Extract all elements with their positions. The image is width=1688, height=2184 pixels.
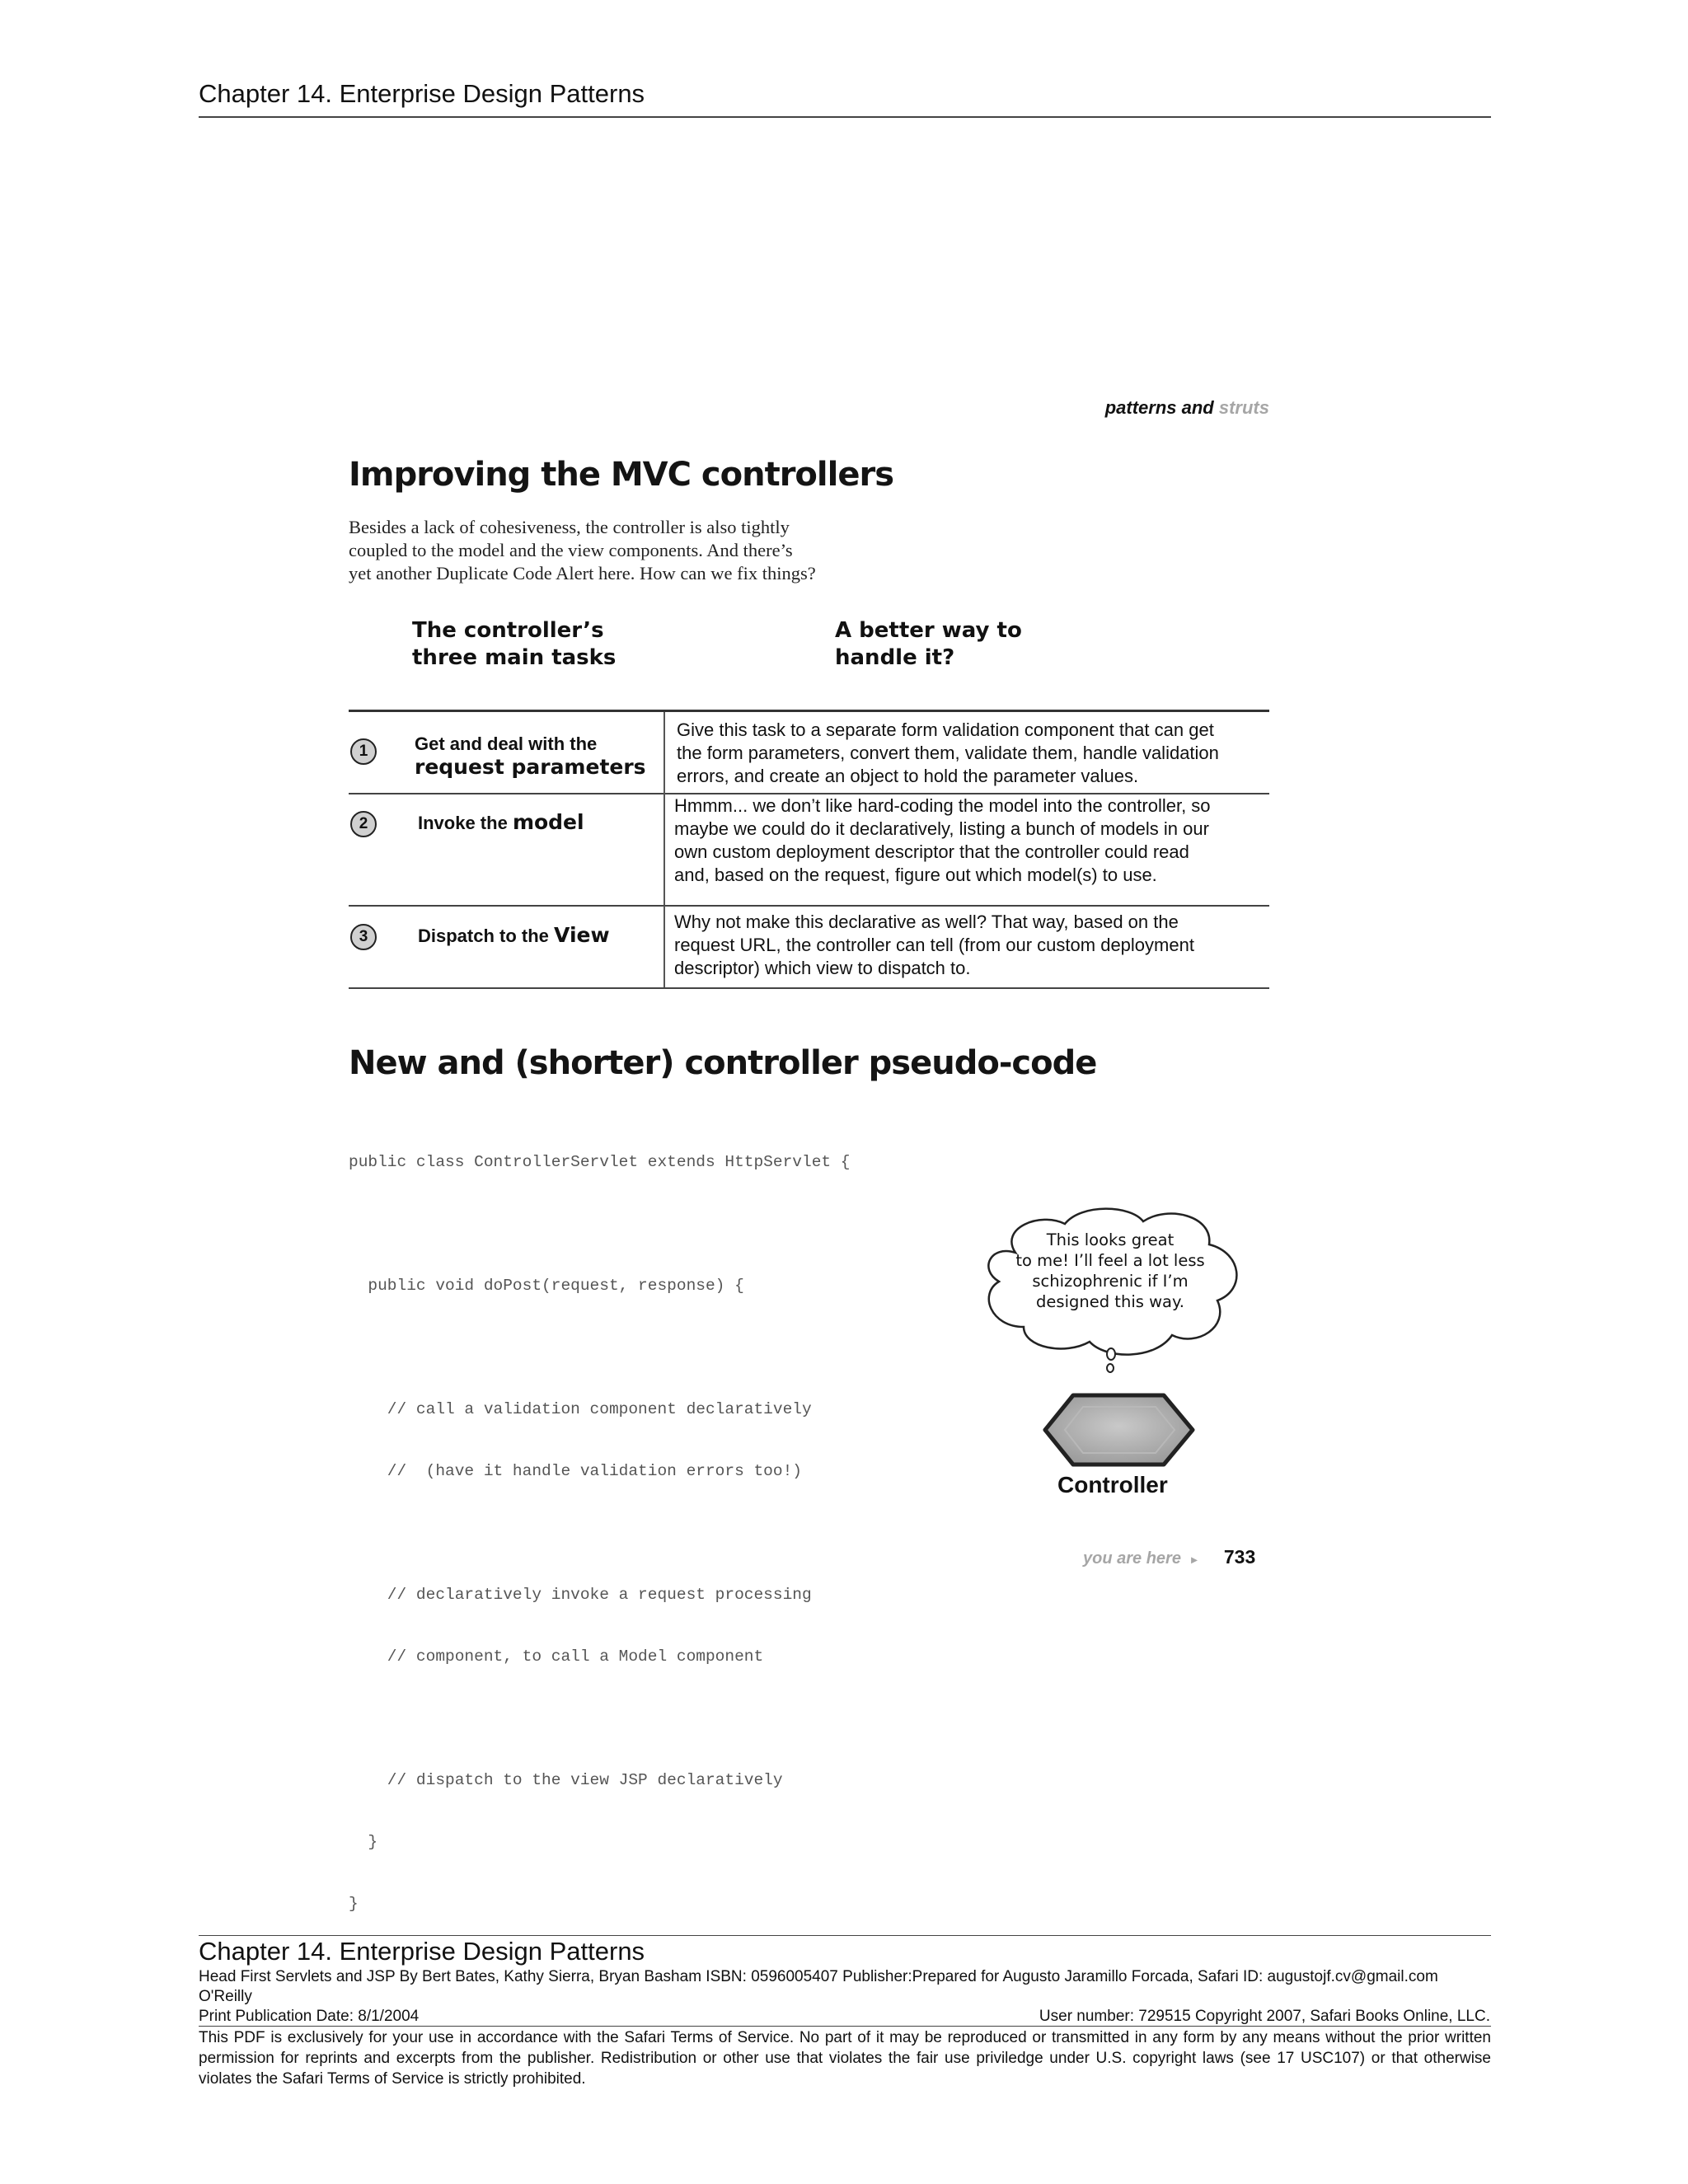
- code-line: }: [349, 1895, 359, 1913]
- footer-notice-divider: [199, 2026, 1491, 2027]
- thought-line: designed this way.: [1036, 1292, 1184, 1311]
- task-description-line: maybe we could do it declaratively, listing a bunch of models in our: [674, 818, 1209, 839]
- controller-label: Controller: [1057, 1472, 1168, 1497]
- code-line: // component, to call a Model component: [349, 1647, 764, 1666]
- intro-line: yet another Duplicate Code Alert here. How can we fix things?: [349, 563, 816, 583]
- column-head-line: handle it?: [835, 645, 955, 670]
- table-column-divider: [663, 712, 665, 793]
- task-description-line: descriptor) which view to dispatch to.: [674, 958, 971, 978]
- task-row: [349, 906, 1269, 989]
- section-title: Improving the MVC controllers: [349, 456, 893, 494]
- table-column-divider: [663, 791, 665, 905]
- page-number: 733: [1223, 1546, 1256, 1568]
- intro-line: coupled to the model and the view components. And there’s: [349, 540, 793, 560]
- footer-publisher: O'Reilly: [199, 1988, 252, 2005]
- task-label: [415, 733, 646, 779]
- code-line: [349, 1214, 851, 1235]
- task-label: [418, 924, 610, 948]
- footer-book-info: Head First Servlets and JSP By Bert Bates, Kathy Sierra, Bryan Basham ISBN: 0596005407 Publisher:Prepared for Augusto Jaramillo Forcada, Safari ID: augustojf.cv@gmail.com: [199, 1968, 1438, 1985]
- running-head-bold: patterns and: [1104, 397, 1214, 418]
- task-description-line: Hmmm... we don’t like hard-coding the model into the controller, so: [674, 795, 1211, 816]
- code-line: public void doPost(request, response) {: [349, 1277, 744, 1295]
- task-label: [418, 811, 584, 835]
- footer-chapter-title: Chapter 14. Enterprise Design Patterns: [199, 1937, 645, 1966]
- footer-divider: [199, 1935, 1491, 1936]
- intro-line: Besides a lack of cohesiveness, the controller is also tightly: [349, 517, 790, 537]
- task-description: [674, 911, 1266, 980]
- task-description-line: request URL, the controller can tell (from our custom deployment: [674, 935, 1194, 955]
- task-label-big: View: [554, 923, 610, 947]
- task-label-big: model: [512, 810, 584, 834]
- thought-bubble-text: [999, 1230, 1221, 1312]
- thought-line: schizophrenic if I’m: [1032, 1272, 1189, 1291]
- thought-line: to me! I’ll feel a lot less: [1015, 1251, 1205, 1270]
- code-line: public class ControllerServlet extends HttpServlet {: [349, 1153, 851, 1171]
- step-number-badge: 1: [350, 738, 377, 765]
- task-description-line: the form parameters, convert them, validate them, handle validation: [677, 743, 1219, 763]
- task-description-line: Why not make this declarative as well? That way, based on the: [674, 912, 1179, 932]
- pseudo-code-block: [349, 1111, 851, 1935]
- running-head-muted: struts: [1218, 397, 1269, 418]
- task-label-small: Invoke the: [418, 813, 508, 833]
- running-head: [1105, 397, 1269, 419]
- intro-paragraph: [349, 516, 893, 585]
- column-head-tasks: [412, 617, 616, 672]
- task-description-line: errors, and create an object to hold the parameter values.: [677, 766, 1139, 786]
- task-label-small: Dispatch to the: [418, 926, 549, 946]
- code-line: // call a validation component declaratively: [349, 1400, 812, 1418]
- code-line: [349, 1523, 851, 1544]
- code-line: // (have it handle validation errors too!): [349, 1462, 802, 1480]
- page-foot: [1083, 1546, 1255, 1568]
- step-number-badge: 2: [350, 811, 377, 837]
- footer-user-line: User number: 729515 Copyright 2007, Safari Books Online, LLC.: [1039, 2008, 1490, 2025]
- code-line: [349, 1708, 851, 1729]
- task-label-big: request parameters: [415, 755, 646, 779]
- code-line: // declaratively invoke a request processing: [349, 1586, 812, 1604]
- column-head-line: The controller’s: [412, 618, 604, 643]
- step-number-badge: 3: [350, 924, 377, 950]
- triangle-right-icon: ▸: [1191, 1553, 1198, 1566]
- task-row: [349, 791, 1269, 907]
- task-description-line: own custom deployment descriptor that the controller could read: [674, 841, 1189, 862]
- chapter-header: Chapter 14. Enterprise Design Patterns: [199, 79, 645, 108]
- column-head-line: A better way to: [835, 618, 1022, 643]
- task-description-line: Give this task to a separate form validation component that can get: [677, 719, 1214, 740]
- footer-notice: This PDF is exclusively for your use in accordance with the Safari Terms of Service. No part of it may be reproduced or transmitted in any form by any means without the prior written permission for reprints and excerpts from the publisher. Redistribution or other use that violates the fair use priviledge under U.S. copyright laws (see 17 USC107) or that otherwise violates the Safari Terms of Service is strictly prohibited.: [199, 2029, 1491, 2088]
- table-column-divider: [663, 906, 665, 987]
- column-head-line: three main tasks: [412, 645, 617, 670]
- task-label-small: Get and deal with the: [415, 733, 598, 754]
- code-line: }: [349, 1833, 378, 1851]
- controller-hexagon-icon: [1040, 1389, 1197, 1471]
- code-line: [349, 1338, 851, 1358]
- you-are-here-label: you are here: [1083, 1549, 1181, 1568]
- column-head-better-way: [835, 617, 1022, 672]
- task-description: [674, 794, 1266, 887]
- task-row: [349, 710, 1269, 794]
- code-line: // dispatch to the view JSP declaratively: [349, 1771, 783, 1789]
- task-description-line: and, based on the request, figure out which model(s) to use.: [674, 865, 1157, 885]
- task-description: [677, 719, 1268, 788]
- header-divider: [199, 116, 1491, 118]
- footer-print-date: Print Publication Date: 8/1/2004: [199, 2008, 420, 2025]
- thought-line: This looks great: [1046, 1230, 1175, 1249]
- code-section-title: New and (shorter) controller pseudo-code: [349, 1044, 1097, 1082]
